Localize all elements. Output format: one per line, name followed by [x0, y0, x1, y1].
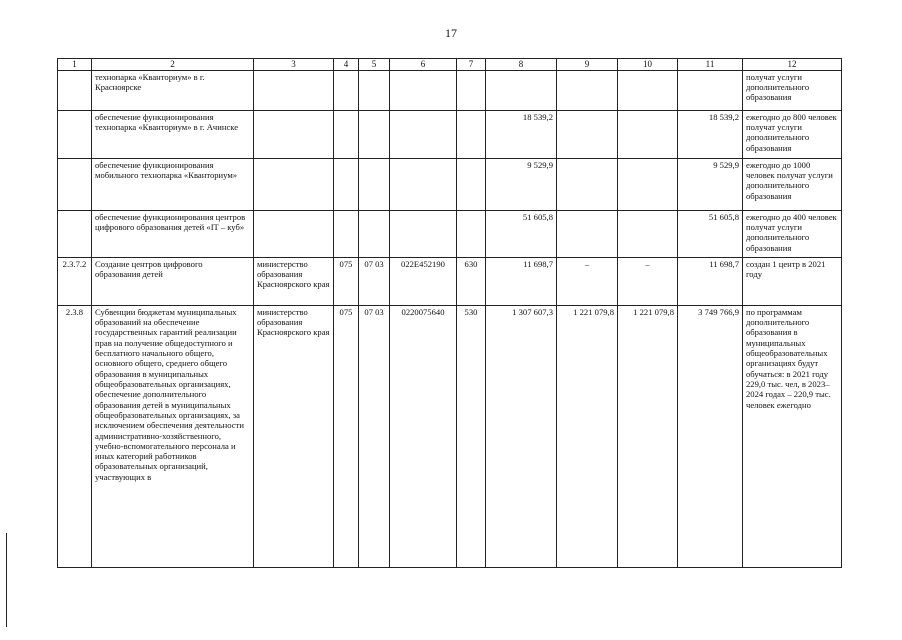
amount-2023-cell — [618, 158, 678, 210]
amount-2021-cell: 1 307 607,3 — [486, 305, 557, 567]
header-cell: 6 — [390, 59, 457, 71]
page-number: 17 — [445, 26, 457, 40]
code-rzpr-cell: 07 03 — [359, 305, 390, 567]
ministry-cell: министерство образования Красноярского края — [254, 257, 334, 305]
amount-total-cell: 9 529,9 — [678, 158, 743, 210]
header-cell: 2 — [92, 59, 254, 71]
amount-2023-cell — [618, 210, 678, 257]
code-rzpr-cell — [359, 110, 390, 158]
row-number-cell — [58, 210, 92, 257]
row-number-cell: 2.3.8 — [58, 305, 92, 567]
row-number-cell — [58, 158, 92, 210]
amount-2022-cell — [557, 70, 618, 110]
ministry-cell: министерство образования Красноярского края — [254, 305, 334, 567]
header-cell: 11 — [678, 59, 743, 71]
amount-2021-cell — [486, 70, 557, 110]
result-cell: по программам дополнительного образования в муниципальных общеобразовательных организациях будут обучаться: в 2021 году 229,0 тыс. чел, в 2023–2024 годах – 220,9 тыс. человек ежегодно — [743, 305, 842, 567]
event-name-cell: Субвенции бюджетам муниципальных образований на обеспечение государственных гарантий реализации прав на получение общедоступного и бесплатного начального общего, основного общего, среднего общего образования в муниципальных общеобразовательных организациях, обеспечение дополнительного образования детей в муниципальных общеобразовательных организациях, за исключением обеспечения деятельности административно-хозяйственного, учебно-вспомогательного персонала и иных категорий работников образовательных организаций, участвующих в — [92, 305, 254, 567]
amount-total-cell: 11 698,7 — [678, 257, 743, 305]
result-cell: ежегодно до 1000 человек получат услуги дополнительного образования — [743, 158, 842, 210]
result-cell: получат услуги дополнительного образования — [743, 70, 842, 110]
table-row — [58, 70, 842, 110]
code-grbs-cell: 075 — [334, 305, 359, 567]
event-name-cell: обеспечение функционирования технопарка «Кванториум» в г. Ачинске — [92, 110, 254, 158]
header-cell: 3 — [254, 59, 334, 71]
code-csr-cell — [390, 70, 457, 110]
table-row — [58, 305, 842, 567]
margin-rule — [6, 533, 7, 627]
amount-2022-cell: – — [557, 257, 618, 305]
header-cell: 10 — [618, 59, 678, 71]
code-vr-cell — [457, 158, 486, 210]
amount-total-cell: 51 605,8 — [678, 210, 743, 257]
event-name-cell: технопарка «Кванториум» в г. Красноярске — [92, 70, 254, 110]
table-row — [58, 210, 842, 257]
event-name-cell: обеспечение функционирования центров цифрового образования детей «IT – куб» — [92, 210, 254, 257]
code-grbs-cell — [334, 158, 359, 210]
header-cell: 9 — [557, 59, 618, 71]
amount-2023-cell — [618, 110, 678, 158]
amount-2021-cell: 9 529,9 — [486, 158, 557, 210]
amount-2023-cell — [618, 70, 678, 110]
table-row — [58, 158, 842, 210]
amount-2021-cell: 51 605,8 — [486, 210, 557, 257]
amount-2023-cell: 1 221 079,8 — [618, 305, 678, 567]
code-vr-cell: 530 — [457, 305, 486, 567]
result-cell: создан 1 центр в 2021 году — [743, 257, 842, 305]
ministry-cell — [254, 210, 334, 257]
result-cell: ежегодно до 400 человек получат услуги дополнительного образования — [743, 210, 842, 257]
header-cell: 4 — [334, 59, 359, 71]
code-vr-cell — [457, 70, 486, 110]
ministry-cell — [254, 70, 334, 110]
code-csr-cell: 022E452190 — [390, 257, 457, 305]
budget-table — [57, 58, 842, 568]
table-row — [58, 257, 842, 305]
amount-2021-cell: 18 539,2 — [486, 110, 557, 158]
code-vr-cell — [457, 110, 486, 158]
header-cell: 1 — [58, 59, 92, 71]
amount-2022-cell — [557, 110, 618, 158]
header-cell: 7 — [457, 59, 486, 71]
header-cell: 5 — [359, 59, 390, 71]
code-csr-cell — [390, 110, 457, 158]
table-row — [58, 110, 842, 158]
code-csr-cell — [390, 210, 457, 257]
row-number-cell: 2.3.7.2 — [58, 257, 92, 305]
amount-2023-cell: – — [618, 257, 678, 305]
header-row — [58, 59, 842, 71]
amount-2022-cell — [557, 210, 618, 257]
code-rzpr-cell — [359, 210, 390, 257]
amount-2022-cell — [557, 158, 618, 210]
header-cell: 8 — [486, 59, 557, 71]
ministry-cell — [254, 110, 334, 158]
amount-2021-cell: 11 698,7 — [486, 257, 557, 305]
amount-total-cell — [678, 70, 743, 110]
code-csr-cell: 0220075640 — [390, 305, 457, 567]
code-csr-cell — [390, 158, 457, 210]
amount-total-cell: 18 539,2 — [678, 110, 743, 158]
code-grbs-cell: 075 — [334, 257, 359, 305]
code-rzpr-cell — [359, 158, 390, 210]
code-rzpr-cell: 07 03 — [359, 257, 390, 305]
result-cell: ежегодно до 800 человек получат услуги дополнительного образования — [743, 110, 842, 158]
code-grbs-cell — [334, 110, 359, 158]
amount-2022-cell: 1 221 079,8 — [557, 305, 618, 567]
code-rzpr-cell — [359, 70, 390, 110]
code-grbs-cell — [334, 210, 359, 257]
header-cell: 12 — [743, 59, 842, 71]
event-name-cell: обеспечение функционирования мобильного технопарка «Кванториум» — [92, 158, 254, 210]
amount-total-cell: 3 749 766,9 — [678, 305, 743, 567]
code-vr-cell: 630 — [457, 257, 486, 305]
code-vr-cell — [457, 210, 486, 257]
event-name-cell: Создание центров цифрового образования детей — [92, 257, 254, 305]
row-number-cell — [58, 110, 92, 158]
code-grbs-cell — [334, 70, 359, 110]
ministry-cell — [254, 158, 334, 210]
row-number-cell — [58, 70, 92, 110]
